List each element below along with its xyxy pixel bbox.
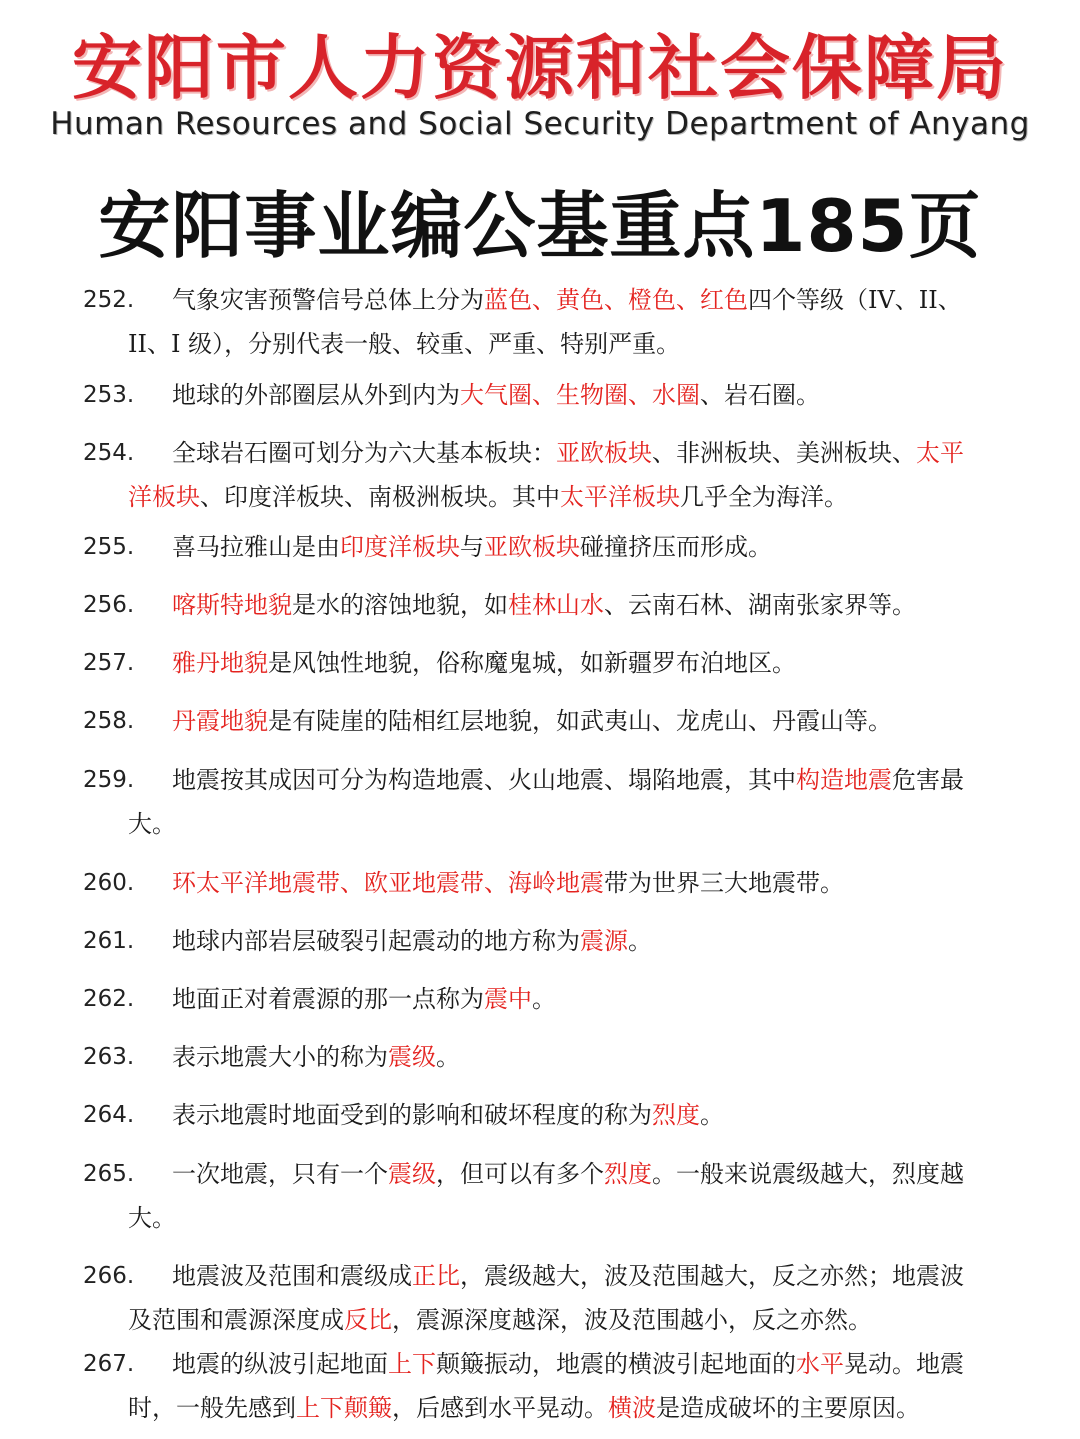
text-segment: 全球岩石圈可划分为六大基本板块：: [172, 439, 556, 467]
text-segment: 。: [532, 985, 556, 1013]
item-text: [128, 525, 973, 569]
highlighted-term: 亚欧板块: [556, 439, 652, 467]
text-segment: 地震波及范围和震级成: [172, 1262, 412, 1290]
item-text: [128, 373, 973, 417]
text-segment: 地震按其成因可分为构造地震、火山地震、塌陷地震，其中: [172, 766, 796, 794]
item-text: [128, 977, 973, 1021]
highlighted-term: 环太平洋地震带、欧亚地震带、海岭地震: [172, 869, 604, 897]
item-text: [128, 1093, 973, 1137]
text-segment: 。一般来说震级越大，烈度越大。: [128, 1160, 964, 1232]
highlighted-term: 震中: [484, 985, 532, 1013]
org-name-english: Human Resources and Social Security Department of Anyang: [50, 106, 1030, 142]
item-number: 264.: [83, 1102, 135, 1128]
item-number: 262.: [83, 986, 135, 1012]
text-segment: ，震源深度越深，波及范围越小，反之亦然。: [392, 1306, 872, 1334]
document-title: 安阳事业编公基重点185页: [98, 184, 982, 268]
item-number: 265.: [83, 1161, 135, 1187]
text-segment: 几乎全为海洋。: [680, 483, 848, 511]
highlighted-term: 震级: [388, 1043, 436, 1071]
text-segment: 与: [460, 533, 484, 561]
text-segment: 。: [436, 1043, 460, 1071]
highlighted-term: 震源: [580, 927, 628, 955]
highlighted-term: 太平洋板块: [128, 439, 964, 511]
highlighted-term: 桂林山水: [508, 591, 604, 619]
item-text: [128, 278, 973, 366]
item-text: [128, 1035, 973, 1079]
item-text: [128, 758, 973, 846]
item-text: [128, 861, 973, 905]
highlighted-term: 太平洋板块: [560, 483, 680, 511]
text-segment: 是水的溶蚀地貌，如: [292, 591, 508, 619]
text-segment: ，震级越大，波及范围越大，反之亦然；地震波及范围和震源深度成: [128, 1262, 964, 1334]
text-segment: 、岩石圈。: [700, 381, 820, 409]
item-number: 267.: [83, 1351, 135, 1377]
text-segment: 危害最大。: [128, 766, 964, 838]
highlighted-term: 震级: [388, 1160, 436, 1188]
text-segment: 表示地震大小的称为: [172, 1043, 388, 1071]
item-text: [128, 1342, 973, 1430]
item-number: 253.: [83, 382, 135, 408]
text-segment: 、非洲板块、美洲板块、: [652, 439, 916, 467]
item-number: 258.: [83, 708, 135, 734]
highlighted-term: 喀斯特地貌: [172, 591, 292, 619]
highlighted-term: 烈度: [604, 1160, 652, 1188]
text-segment: 带为世界三大地震带。: [604, 869, 844, 897]
text-segment: 地球内部岩层破裂引起震动的地方称为: [172, 927, 580, 955]
item-text: [128, 431, 973, 519]
highlighted-term: 构造地震: [796, 766, 892, 794]
highlighted-term: 印度洋板块: [340, 533, 460, 561]
text-segment: 。: [628, 927, 652, 955]
highlighted-term: 上下: [388, 1350, 436, 1378]
item-number: 252.: [83, 287, 135, 313]
item-number: 263.: [83, 1044, 135, 1070]
item-text: [128, 583, 973, 627]
item-text: [128, 1152, 973, 1240]
text-segment: 气象灾害预警信号总体上分为: [172, 286, 484, 314]
text-segment: 表示地震时地面受到的影响和破坏程度的称为: [172, 1101, 652, 1129]
text-segment: 一次地震，只有一个: [172, 1160, 388, 1188]
highlighted-term: 亚欧板块: [484, 533, 580, 561]
text-segment: 碰撞挤压而形成。: [580, 533, 772, 561]
org-name-chinese: 安阳市人力资源和社会保障局: [72, 26, 1008, 109]
item-number: 256.: [83, 592, 135, 618]
item-number: 260.: [83, 870, 135, 896]
highlighted-term: 上下颠簸: [296, 1394, 392, 1422]
text-segment: 晃动。地震时，一般先感到: [128, 1350, 964, 1422]
text-segment: 地面正对着震源的那一点称为: [172, 985, 484, 1013]
highlighted-term: 大气圈、生物圈、水圈: [460, 381, 700, 409]
highlighted-term: 蓝色、黄色、橙色、红色: [484, 286, 748, 314]
highlighted-term: 正比: [412, 1262, 460, 1290]
highlighted-term: 雅丹地貌: [172, 649, 268, 677]
item-text: [128, 699, 973, 743]
item-text: [128, 1254, 973, 1342]
item-number: 259.: [83, 767, 135, 793]
highlighted-term: 反比: [344, 1306, 392, 1334]
text-segment: 是有陡崖的陆相红层地貌，如武夷山、龙虎山、丹霞山等。: [268, 707, 892, 735]
text-segment: ，但可以有多个: [436, 1160, 604, 1188]
text-segment: 是造成破坏的主要原因。: [656, 1394, 920, 1422]
highlighted-term: 烈度: [652, 1101, 700, 1129]
item-number: 254.: [83, 440, 135, 466]
item-number: 266.: [83, 1263, 135, 1289]
item-number: 255.: [83, 534, 135, 560]
text-segment: 地球的外部圈层从外到内为: [172, 381, 460, 409]
text-segment: 喜马拉雅山是由: [172, 533, 340, 561]
text-segment: ，后感到水平晃动。: [392, 1394, 608, 1422]
text-segment: 是风蚀性地貌，俗称魔鬼城，如新疆罗布泊地区。: [268, 649, 796, 677]
text-segment: 地震的纵波引起地面: [172, 1350, 388, 1378]
item-text: [128, 641, 973, 685]
text-segment: 。: [700, 1101, 724, 1129]
text-segment: 、印度洋板块、南极洲板块。其中: [200, 483, 560, 511]
item-text: [128, 919, 973, 963]
item-number: 261.: [83, 928, 135, 954]
text-segment: 、云南石林、湖南张家界等。: [604, 591, 916, 619]
highlighted-term: 水平: [796, 1350, 844, 1378]
highlighted-term: 横波: [608, 1394, 656, 1422]
highlighted-term: 丹霞地貌: [172, 707, 268, 735]
document-header: [0, 0, 1080, 268]
text-segment: 颠簸振动，地震的横波引起地面的: [436, 1350, 796, 1378]
item-number: 257.: [83, 650, 135, 676]
text-segment: 四个等级（IV、II、II、I 级），分别代表一般、较重、严重、特别严重。: [128, 286, 962, 358]
